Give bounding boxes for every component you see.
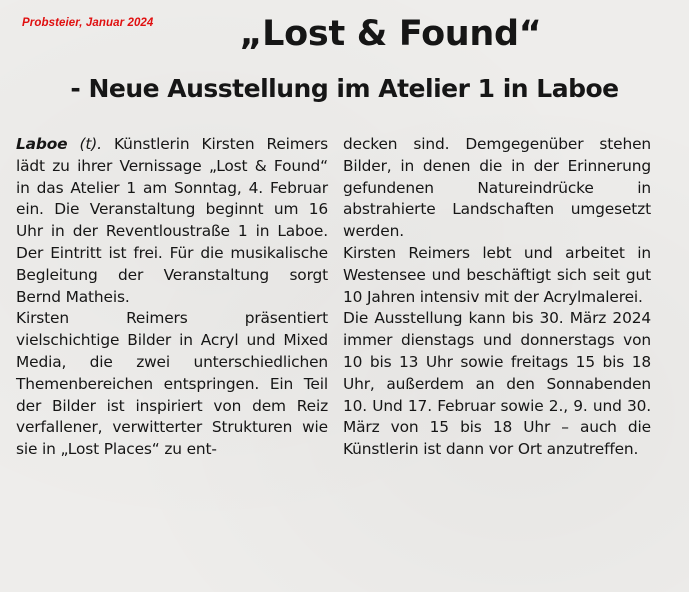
article-paragraph-2: Kirsten Reimers präsentiert vielschichtige Bilder in Acryl und Mixed Media, die zwei unterschiedlichen Themenbereichen entspringen. Ein Teil der Bilder ist inspiriert von dem Reiz verfallener, verwitterter Strukturen wie sie in „Lost Places“ zu ent-: [16, 309, 328, 459]
headline: „Lost & Found“: [239, 14, 542, 54]
dateline-author-initial: (t).: [79, 135, 102, 153]
paragraph-1-text: Künstlerin Kirsten Reimers lädt zu ihrer Vernissage „Lost & Found“ in das Atelier 1 am Sonntag, 4. Februar ein. Die Veranstaltung beginnt um 16 Uhr in der Reventloustraße 1 in Laboe. Der Eintritt ist frei. Für die musikalische Begleitung der Veranstaltung sorgt Bernd Matheis.: [16, 135, 328, 306]
subheadline: - Neue Ausstellung im Atelier 1 in Laboe: [70, 74, 619, 103]
article-column-left: [16, 134, 328, 461]
article-paragraph-4: Die Ausstellung kann bis 30. März 2024 immer dienstags und donnerstags von 10 bis 13 Uhr sowie freitags 15 bis 18 Uhr, außerdem an den Sonnabenden 10. Und 17. Februar sowie 2., 9. und 30. März von 15 bis 18 Uhr – auch die Künstlerin ist dann vor Ort anzutreffen.: [343, 309, 651, 459]
dateline-place: Laboe: [16, 135, 68, 153]
article-column-right: [343, 134, 651, 461]
article-paragraph-2-continued: decken sind. Demgegenüber stehen Bilder, in denen die in der Erinnerung gefundenen Natureindrücke in abstrahierte Landschaften umgesetzt werden.: [343, 135, 651, 241]
source-note: Probsteier, Januar 2024: [22, 17, 154, 29]
article-paragraph-1: [16, 134, 328, 308]
article-paragraph-3: Kirsten Reimers lebt und arbeitet in Westensee und beschäftigt sich seit gut 10 Jahren intensiv mit der Acrylmalerei.: [343, 243, 651, 306]
